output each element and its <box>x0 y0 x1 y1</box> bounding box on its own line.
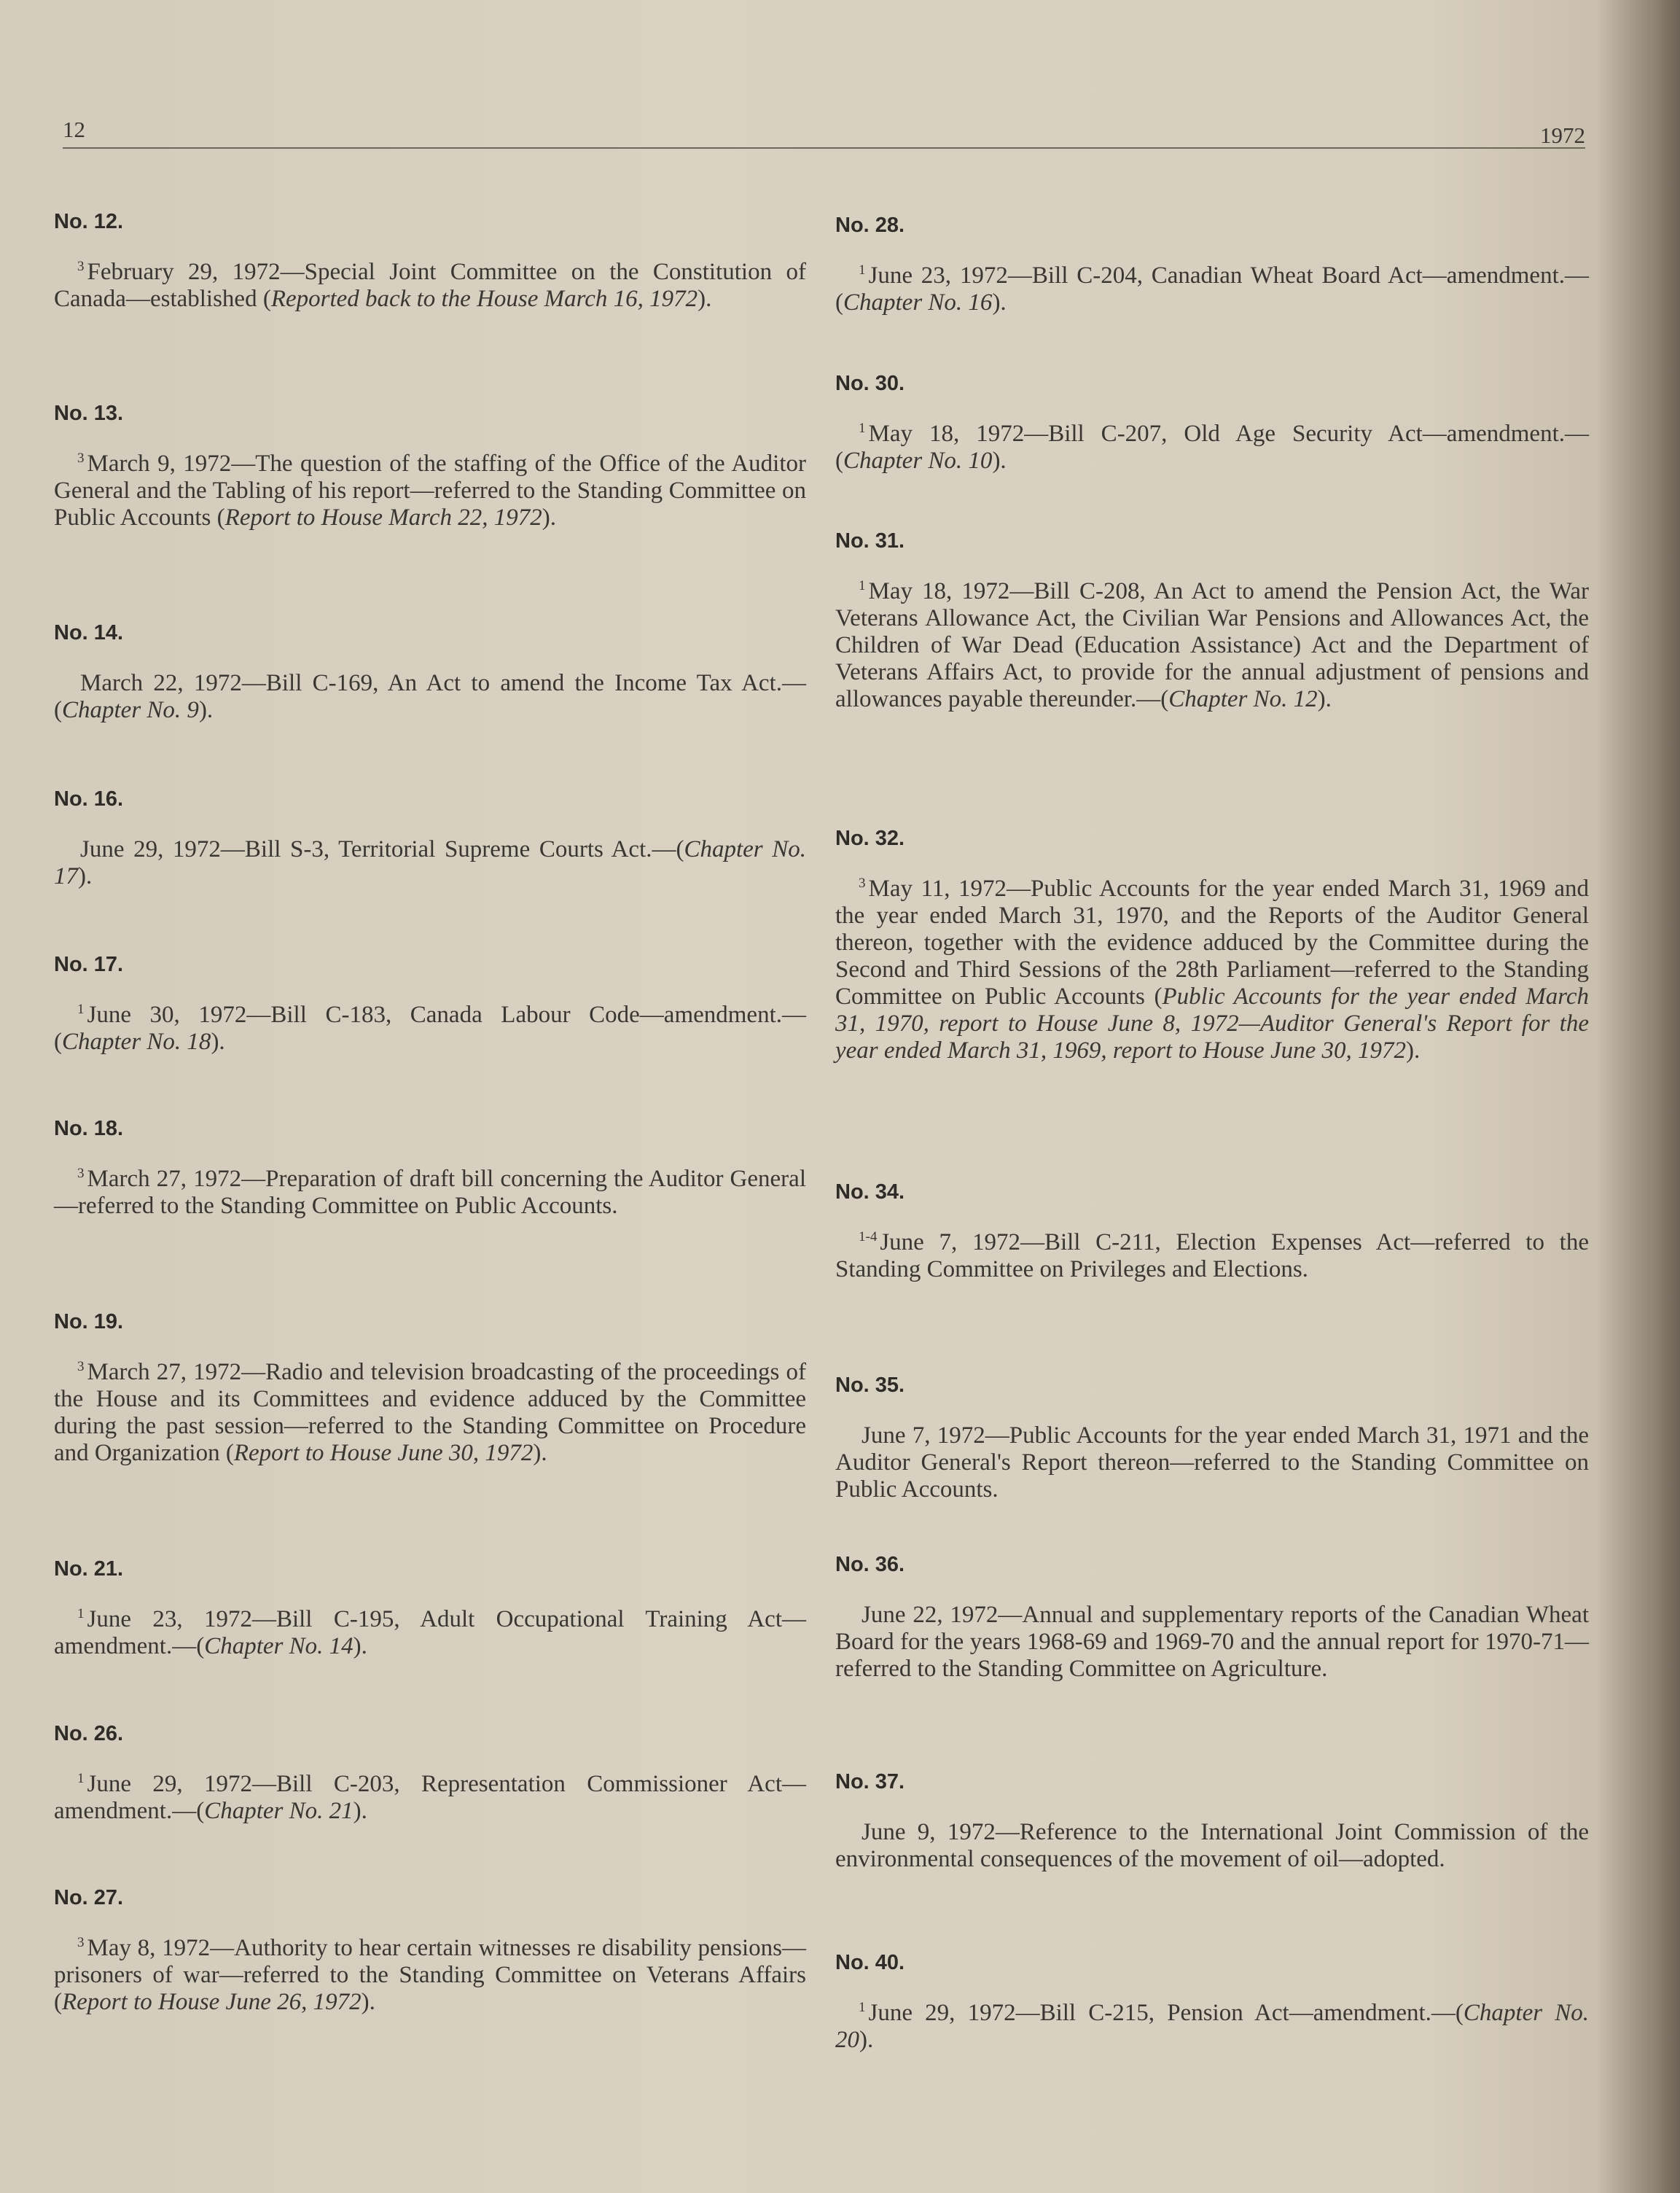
entry-no-12 <box>54 210 806 313</box>
entry-text: $^3$ February 29, 1972—Special Joint Committee on the Constitution of Canada—established (Reported back to the House March 16, 1972). <box>54 259 806 312</box>
entry-no-36 <box>835 1553 1589 1683</box>
entry-text: June 9, 1972—Reference to the International Joint Commission of the environmental consequences of the movement of oil—adopted. <box>835 1819 1589 1872</box>
entry-number: No. 19. <box>54 1310 124 1333</box>
entry-number: No. 18. <box>54 1117 124 1140</box>
entry-text: March 22, 1972—Bill C-169, An Act to amend the Income Tax Act.—(Chapter No. 9). <box>54 670 806 723</box>
entry-text: $^3$ May 8, 1972—Authority to hear certain witnesses re disability pensions—prisoners of war—referred to the Standing Committee on Veterans Affairs (Report to House June 26, 1972). <box>54 1935 806 2015</box>
entry-text: June 29, 1972—Bill S-3, Territorial Supreme Courts Act.—(Chapter No. 17). <box>54 836 806 889</box>
entry-text: $^1$ June 29, 1972—Bill C-203, Representation Commissioner Act—amendment.—(Chapter No. 21). <box>54 1771 806 1824</box>
entry-number: No. 36. <box>835 1553 905 1576</box>
entry-text: $^1$ May 18, 1972—Bill C-207, Old Age Security Act—amendment.—(Chapter No. 10). <box>835 421 1589 474</box>
entry-number: No. 21. <box>54 1557 124 1581</box>
entry-no-35 <box>835 1374 1589 1503</box>
entry-number: No. 35. <box>835 1374 905 1397</box>
entry-number: No. 16. <box>54 787 124 811</box>
entry-no-32 <box>835 827 1589 1064</box>
entry-no-30 <box>835 372 1589 475</box>
entry-number: No. 32. <box>835 827 905 850</box>
entry-no-14 <box>54 621 806 724</box>
entry-no-40 <box>835 1951 1589 2054</box>
entry-no-34 <box>835 1180 1589 1283</box>
entry-number: No. 28. <box>835 214 905 237</box>
entry-text: $^1$ June 23, 1972—Bill C-195, Adult Occupational Training Act—amendment.—(Chapter No. 14). <box>54 1606 806 1659</box>
page-number: 12 <box>63 117 85 142</box>
entry-text: June 22, 1972—Annual and supplementary reports of the Canadian Wheat Board for the years 1968-69 and 1969-70 and the annual report for 1970-71—referred to the Standing Committee on Agriculture. <box>835 1602 1589 1682</box>
entry-no-27 <box>54 1886 806 2016</box>
entry-text: $^1$ June 29, 1972—Bill C-215, Pension Act—amendment.—(Chapter No. 20). <box>835 2000 1589 2053</box>
entry-no-17 <box>54 953 806 1056</box>
entry-text: $^1$ June 23, 1972—Bill C-204, Canadian Wheat Board Act—amendment.—(Chapter No. 16). <box>835 262 1589 316</box>
entry-number: No. 31. <box>835 529 905 553</box>
entry-number: No. 27. <box>54 1886 124 1909</box>
entry-number: No. 40. <box>835 1951 905 1974</box>
entry-text: June 7, 1972—Public Accounts for the year ended March 31, 1971 and the Auditor General's Report thereon—referred to the Standing Committee on Public Accounts. <box>835 1422 1589 1503</box>
entry-text: $^3$ March 9, 1972—The question of the staffing of the Office of the Auditor General and the Tabling of his report—referred to the Standing Committee on Public Accounts (Report to House March 22, 1972). <box>54 451 806 531</box>
entry-no-28 <box>835 214 1589 316</box>
entry-number: No. 17. <box>54 953 124 976</box>
entry-number: No. 14. <box>54 621 124 644</box>
entry-no-19 <box>54 1310 806 1467</box>
page-header <box>63 109 1585 149</box>
entry-number: No. 34. <box>835 1180 905 1204</box>
entry-no-13 <box>54 402 806 531</box>
entry-no-26 <box>54 1722 806 1825</box>
entry-no-18 <box>54 1117 806 1220</box>
entry-no-16 <box>54 787 806 890</box>
entry-number: No. 13. <box>54 402 124 425</box>
entry-text: $^{1-4}$ June 7, 1972—Bill C-211, Election Expenses Act—referred to the Standing Committee on Privileges and Elections. <box>835 1229 1589 1282</box>
entry-text: $^1$ June 30, 1972—Bill C-183, Canada Labour Code—amendment.—(Chapter No. 18). <box>54 1002 806 1055</box>
entry-text: $^3$ March 27, 1972—Radio and television broadcasting of the proceedings of the House and its Committees and evidence adduced by the Committee during the past session—referred to the Standing Committee on Procedure and Organization (Report to House June 30, 1972). <box>54 1359 806 1466</box>
entry-text: $^3$ May 11, 1972—Public Accounts for the year ended March 31, 1969 and the year ended March 31, 1970, and the Reports of the Auditor General thereon, together with the evidence adduced by the Committee during the Second and Third Sessions of the 28th Parliament—referred to the Standing Committee on Public Accounts (Public Accounts for the year ended March 31, 1970, report to House June 8, 1972—Auditor General's Report for the year ended March 31, 1969, report to House June 30, 1972). <box>835 876 1589 1064</box>
entry-number: No. 37. <box>835 1770 905 1793</box>
entry-number: No. 26. <box>54 1722 124 1745</box>
entry-number: No. 12. <box>54 210 124 233</box>
entry-text: $^3$ March 27, 1972—Preparation of draft bill concerning the Auditor General—referred to the Standing Committee on Public Accounts. <box>54 1166 806 1219</box>
entry-no-31 <box>835 529 1589 713</box>
entry-no-37 <box>835 1770 1589 1873</box>
entry-text: $^1$ May 18, 1972—Bill C-208, An Act to amend the Pension Act, the War Veterans Allowance Act, the Civilian War Pensions and Allowances Act, the Children of War Dead (Education Assistance) Act and the Department of Veterans Affairs Act, to provide for the annual adjustment of pensions and allowances payable thereunder.—(Chapter No. 12). <box>835 578 1589 712</box>
entry-no-21 <box>54 1557 806 1660</box>
entry-number: No. 30. <box>835 372 905 395</box>
header-year: 1972 <box>1540 122 1585 148</box>
